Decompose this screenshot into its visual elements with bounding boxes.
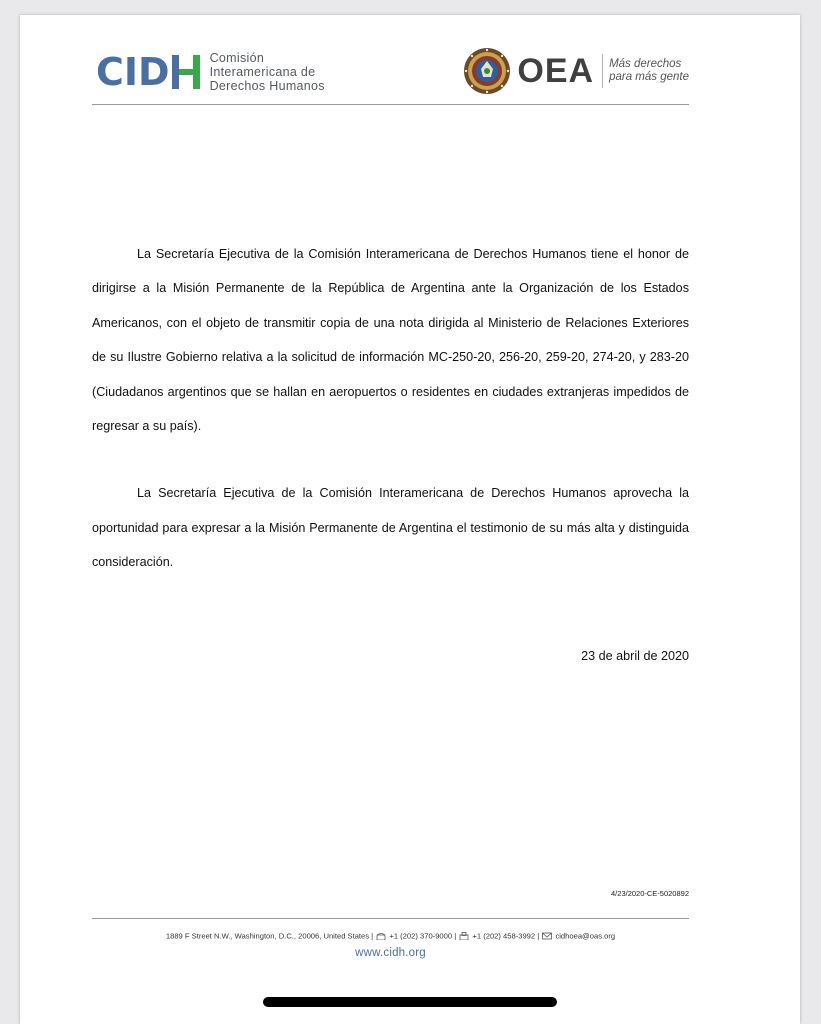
header-divider bbox=[92, 104, 689, 105]
letterhead bbox=[92, 42, 689, 106]
footer-fax: +1 (202) 458-3992 | bbox=[472, 931, 540, 941]
oea-tagline bbox=[609, 58, 689, 84]
oea-tagline-line: para más gente bbox=[609, 71, 689, 83]
footer-email[interactable]: cidhoea@oas.org bbox=[555, 931, 616, 941]
email-icon bbox=[542, 932, 552, 940]
oea-logo bbox=[463, 44, 689, 98]
logo-divider bbox=[602, 54, 603, 88]
cidh-logo-text: CID bbox=[96, 50, 170, 94]
footer-address: 1889 F Street N.W., Washington, D.C., 20006, United States | bbox=[165, 931, 374, 941]
phone-icon bbox=[376, 932, 386, 940]
letter-paragraph-1: La Secretaría Ejecutiva de la Comisión Interamericana de Derechos Humanos tiene el honor de dirigirse a la Misión Permanente de la República de Argentina ante la Organización de los Estados Americanos, con el objeto de transmitir copia de una nota dirigida al Ministerio de Relaciones Exteriores de su Ilustre Gobierno relativa a la solicitud de información MC-250-20, 256-20, 259-20, 274-20, y 283-20 (Ciudadanos argentinos que se hallan en aeropuertos o residentes en ciudades extranjeras impedidos de regresar a su país). bbox=[92, 247, 689, 434]
letter-paragraph-2: La Secretaría Ejecutiva de la Comisión Interamericana de Derechos Humanos aprovecha la oportunidad para expresar a la Misión Permanente de Argentina el testimonio de su más alta y distinguida consideración. bbox=[92, 486, 689, 570]
cidh-name-line: Derechos Humanos bbox=[209, 79, 325, 93]
cidh-name-line: Comisión bbox=[209, 51, 265, 65]
footer-website-link[interactable]: www.cidh.org bbox=[355, 947, 426, 959]
oea-seal-icon bbox=[463, 47, 511, 95]
oea-tagline-line: Más derechos bbox=[609, 58, 682, 70]
footer-divider bbox=[92, 918, 689, 919]
cidh-logo bbox=[96, 50, 325, 94]
footer-contact bbox=[92, 931, 689, 941]
oea-logo-text: OEA bbox=[517, 52, 595, 90]
footer-phone: +1 (202) 370-9000 | bbox=[389, 931, 457, 941]
cidh-full-name bbox=[210, 51, 325, 93]
cidh-logo-h-mark bbox=[172, 55, 200, 89]
home-indicator[interactable] bbox=[263, 997, 557, 1007]
fax-icon bbox=[459, 932, 469, 940]
letter-date: 23 de abril de 2020 bbox=[581, 649, 689, 663]
letter-body bbox=[92, 237, 689, 580]
reference-number: 4/23/2020-CE-5020892 bbox=[611, 889, 689, 898]
cidh-name-line: Interamericana de bbox=[209, 65, 316, 79]
